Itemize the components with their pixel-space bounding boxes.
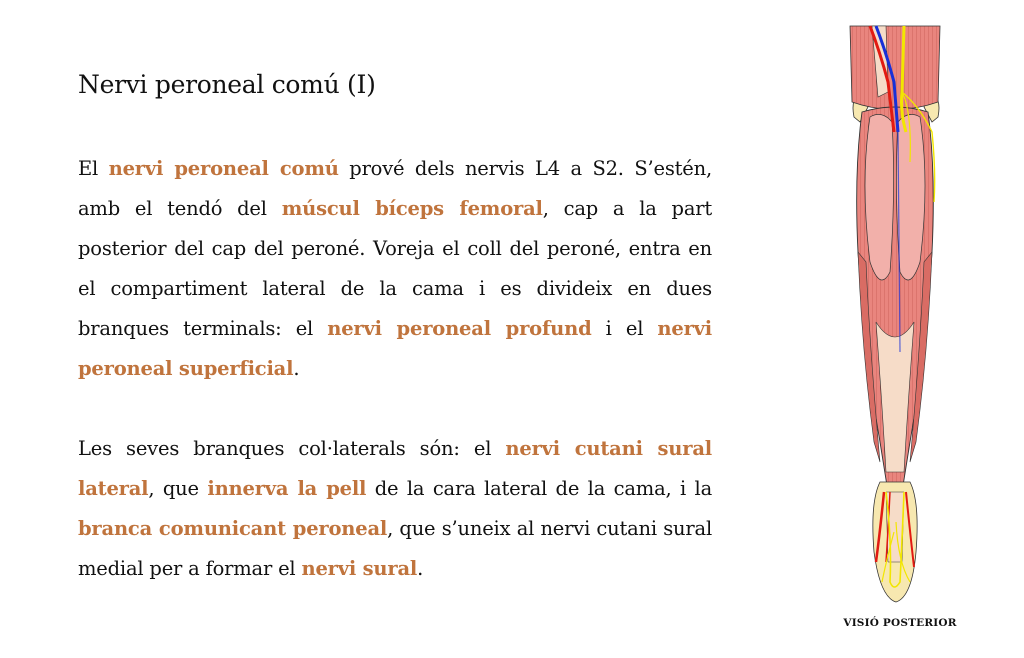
paragraph-text: Les seves branques col·laterals són: el [78, 437, 506, 460]
leg-anatomy-illustration [840, 22, 950, 607]
highlighted-term: múscul bíceps femoral [281, 197, 543, 220]
highlighted-term: nervi peroneal profund [327, 317, 592, 340]
highlighted-term: nervi peroneal superficial [78, 317, 712, 380]
paragraph-1 [78, 149, 712, 389]
paragraph-text: . [293, 357, 300, 380]
paragraph-text: El [78, 157, 109, 180]
paragraph-2 [78, 429, 712, 589]
paragraph-text: de la cara lateral de la cama, i la [366, 477, 712, 500]
highlighted-term: nervi cutani sural lateral [78, 437, 712, 500]
page-title: Nervi peroneal comú (I) [78, 70, 376, 99]
highlighted-term: innerva la pell [207, 477, 367, 500]
paragraph-text: , cap a la part posterior del cap del peroné. Voreja el coll del peroné, entra en el compartiment lateral de la cama i es divideix en dues branques terminals: el [78, 197, 713, 340]
figure-caption: VISIÓ POSTERIOR [843, 617, 957, 629]
paragraph-text: . [417, 557, 424, 580]
paragraph-text: , que s’uneix al nervi cutani sural medial per a formar el [78, 517, 712, 580]
highlighted-term: nervi sural [301, 557, 418, 580]
paragraph-text: i el [591, 317, 658, 340]
paragraph-text: prové dels nervis L4 a S2. S’estén, amb el tendó del [78, 157, 712, 220]
highlighted-term: branca comunicant peroneal [78, 517, 388, 540]
highlighted-term: nervi peroneal comú [108, 157, 339, 180]
paragraph-text: , que [148, 477, 208, 500]
